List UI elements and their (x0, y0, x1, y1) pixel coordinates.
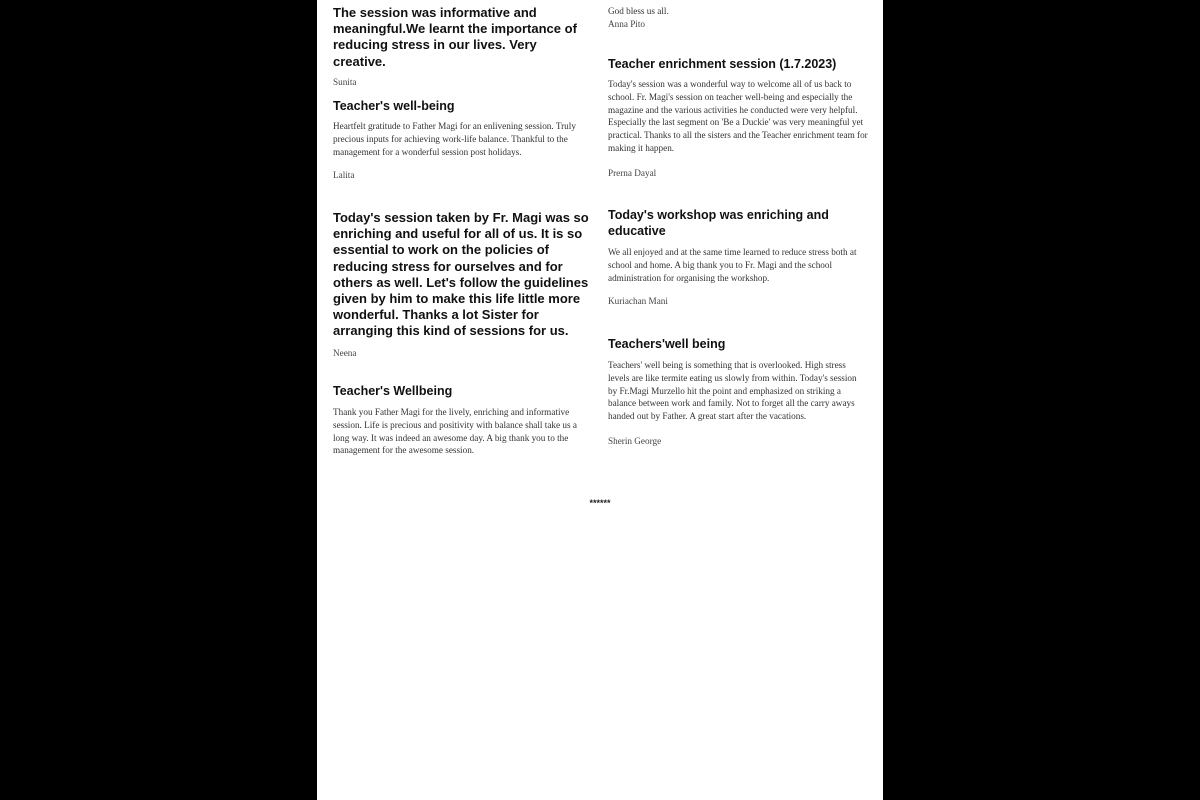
testimonial-title: Teacher's well-being (333, 99, 455, 113)
testimonial-body: Thank you Father Magi for the lively, enriching and informative session. Life is precious and positivity with balance shall take us a long way. It was indeed an awesome day. A big thank you to the management for the awesome session. (333, 407, 577, 456)
testimonial-title: Teacher's Wellbeing (333, 384, 453, 398)
testimonial-entry (608, 336, 868, 447)
testimonial-body: Today's session was a wonderful way to welcome all of us back to school. Fr. Magi's session on teacher well-being and especially the magazine and the various activities he conducted were very helpful. Especially the last segment on 'Be a Duckie' was very meaningful yet practical. Thanks to all the sisters and the Teacher enrichment team for making it happen. (608, 79, 868, 153)
testimonial-author: Anna Pito (608, 18, 646, 29)
testimonial-title: Today's session taken by Fr. Magi was so enriching and useful for all of us. It is so essential to work on the policies of reducing stress for ourselves and for others as well. Let's follow the guidelines given by him to make this life little more wonderful. Thanks a lot Sister for arranging this kind of sessions for us. (333, 210, 589, 339)
testimonial-author: Kuriachan Mani (608, 296, 668, 307)
end-of-section-mark: ****** (589, 498, 611, 508)
testimonial-entry (333, 210, 591, 359)
testimonial-entry (333, 98, 591, 181)
testimonial-author: Neena (333, 347, 357, 358)
testimonial-author: Lalita (333, 170, 355, 181)
testimonial-entry (333, 5, 591, 88)
testimonial-title: Teacher enrichment session (1.7.2023) (608, 57, 837, 71)
testimonial-author: Prerna Dayal (608, 167, 657, 178)
testimonial-title: The session was informative and meaningful.We learnt the importance of reducing stress in our lives. Very creative. (333, 5, 577, 69)
testimonial-body: Heartfelt gratitude to Father Magi for an enlivening session. Truly precious inputs for achieving work-life balance. Thankful to the management for a wonderful session post holidays. (333, 121, 576, 157)
document-page (317, 0, 883, 800)
testimonial-author: Sunita (333, 76, 357, 87)
testimonial-entry (608, 56, 868, 179)
testimonial-entry (333, 383, 591, 457)
testimonial-body: Teachers' well being is something that is overlooked. High stress levels are like termite eating us slowly from within. Today's session by Fr.Magi Murzello hit the point and emphasized on striking a balance between work and family. Not to forget all the carry aways handed out by Father. A great start after the vacations. (608, 360, 857, 422)
testimonial-author: Sherin George (608, 435, 662, 446)
testimonial-entry (608, 207, 868, 307)
testimonial-title: Today's workshop was enriching and educative (608, 208, 829, 238)
testimonial-title: Teachers'well being (608, 337, 726, 351)
testimonial-body: We all enjoyed and at the same time learned to reduce stress both at school and home. A big thank you to Fr. Magi and the school administration for organising the workshop. (608, 247, 857, 283)
testimonial-body: God bless us all. (608, 6, 669, 16)
testimonial-entry (608, 5, 868, 30)
